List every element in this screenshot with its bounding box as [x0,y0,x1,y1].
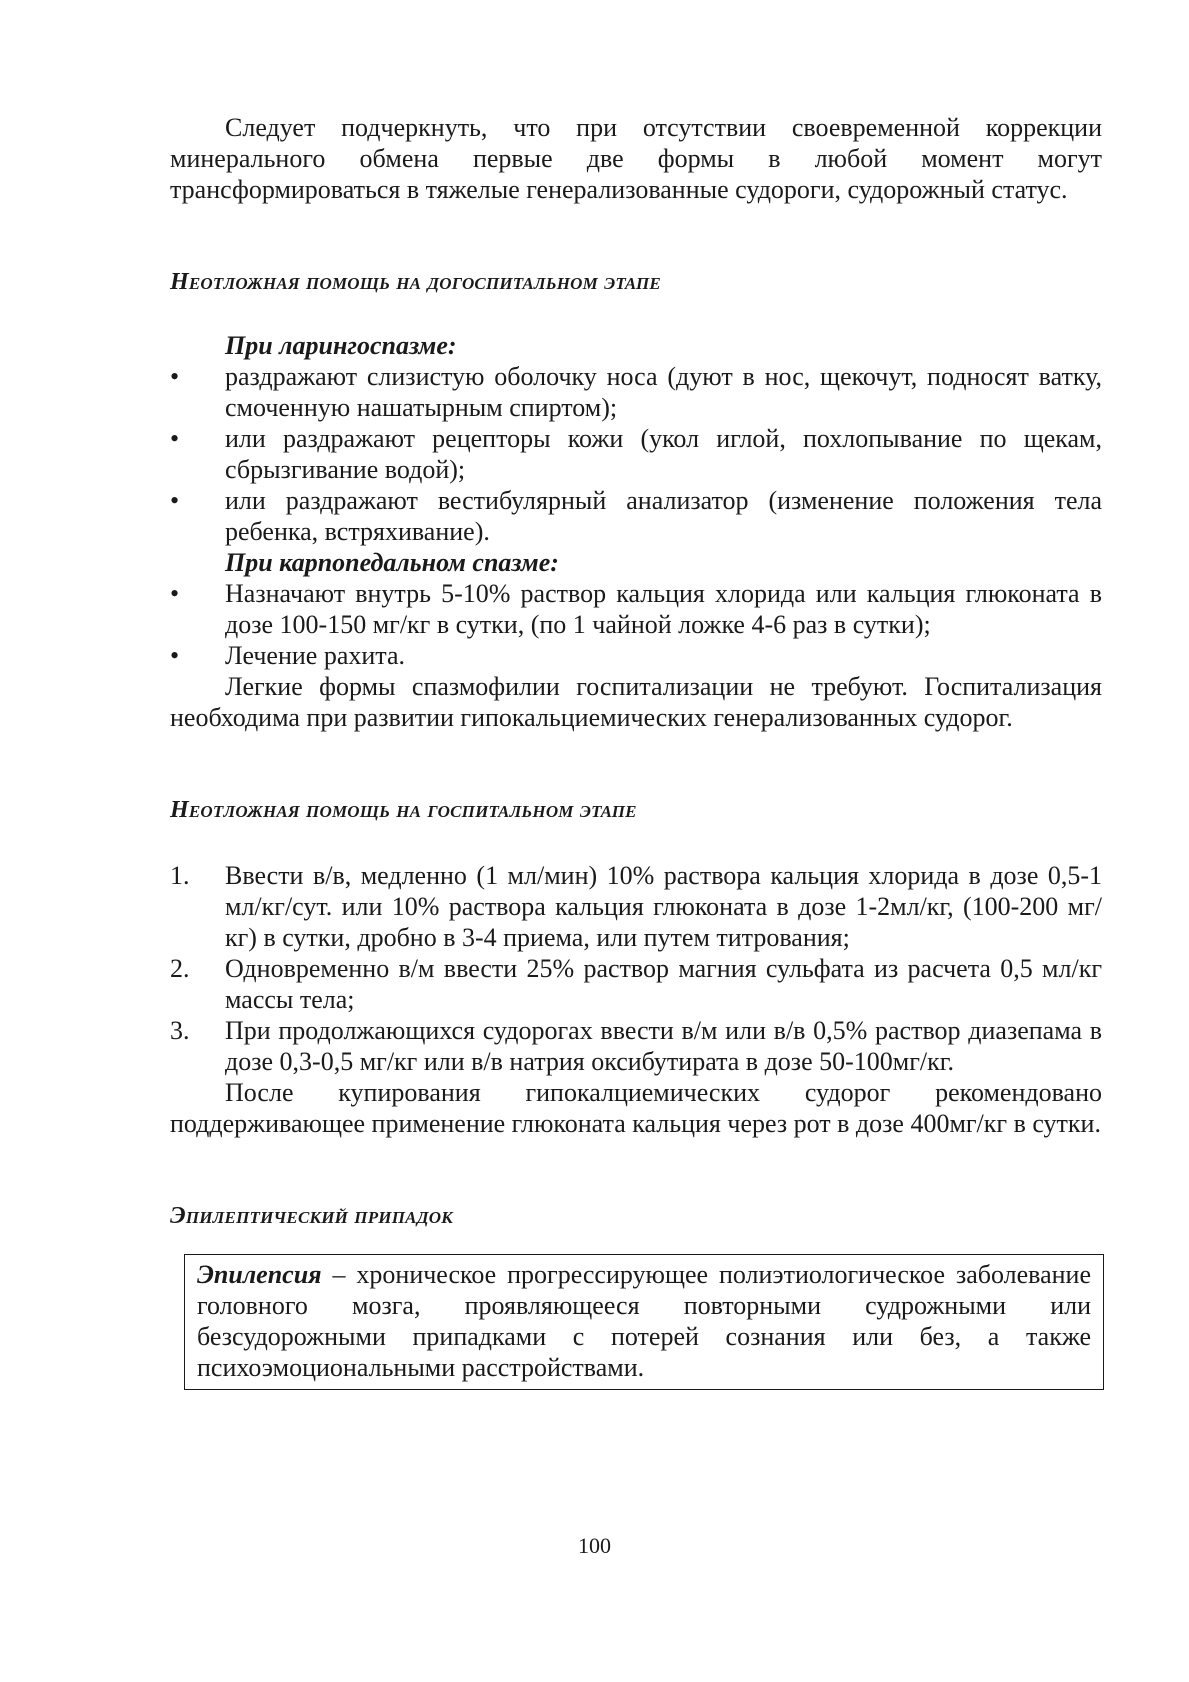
list-item [170,485,1102,547]
bullet-marker: • [170,579,180,608]
list-item-text: или раздражают вестибулярный анализатор (изменение положения тела ребенка, встряхивание). [225,486,1102,546]
bullet-marker: • [170,486,180,515]
carpopedal-list [170,578,1102,671]
subheading-laryngospasm: При ларингоспазме: [225,331,457,360]
bullet-marker: • [170,362,180,391]
list-item [170,860,1102,953]
list-number: 3. [170,1016,190,1045]
prehospital-closing-paragraph: Легкие формы спазмофилии госпитализации не требуют. Госпитализация необходима при развитии гипокальциемических генерализованных судорог. [170,672,1102,732]
heading-hospital: Неотложная помощь на госпитальном этапе [170,797,637,823]
bullet-marker: • [170,641,180,670]
list-item [170,1015,1102,1077]
heading-prehospital: Неотложная помощь на догоспитальном этапе [170,269,661,295]
list-item [170,578,1102,640]
laryngospasm-list [170,361,1102,547]
list-number: 2. [170,954,190,983]
page-content [170,112,1102,1390]
bullet-marker: • [170,424,180,453]
list-item [170,953,1102,1015]
heading-epilepsy: Эпилептический припадок [170,1203,453,1229]
list-item [170,361,1102,423]
list-number: 1. [170,861,190,890]
list-item [170,640,1102,671]
subheading-carpopedal: При карпопедальном спазме: [225,548,559,577]
definition-term: Эпилепсия [197,1260,322,1289]
hospital-closing-paragraph: После купирования гипокалциемических судорог рекомендовано поддерживающее применение глюконата кальция через рот в дозе 400мг/кг в сутки. [170,1078,1102,1138]
list-item-text: Лечение рахита. [225,641,406,670]
list-item-text: Назначают внутрь 5-10% раствор кальция хлорида или кальция глюконата в дозе 100-150 мг/кг в сутки, (по 1 чайной ложке 4-6 раз в сутки); [225,579,1102,639]
epilepsy-definition-box [184,1254,1104,1390]
list-item-text: При продолжающихся судорогах ввести в/м или в/в 0,5% раствор диазепама в дозе 0,3-0,5 мг/кг или в/в натрия оксибутирата в дозе 50-100мг/кг. [225,1016,1102,1076]
definition-text: – хроническое прогрессирующее полиэтиологическое заболевание головного мозга, проявляющееся повторными судрожными или безсудорожными припадками с потерей сознания или без, а также психоэмоциональными расстройствами. [197,1260,1091,1382]
hospital-list [170,860,1102,1077]
list-item [170,423,1102,485]
intro-paragraph: Следует подчеркнуть, что при отсутствии своевременной коррекции минерального обмена первые две формы в любой момент могут трансформироваться в тяжелые генерализованные судороги, судорожный статус. [170,113,1102,204]
list-item-text: Ввести в/в, медленно (1 мл/мин) 10% раствора кальция хлорида в дозе 0,5-1 мл/кг/сут. или 10% раствора кальция глюконата в дозе 1-2мл/кг, (100-200 мг/кг) в сутки, дробно в 3-4 приема, или путем титрования; [225,861,1102,952]
list-item-text: Одновременно в/м ввести 25% раствор магния сульфата из расчета 0,5 мл/кг массы тела; [225,954,1102,1014]
list-item-text: или раздражают рецепторы кожи (укол иглой, похлопывание по щекам, сбрызгивание водой); [225,424,1102,484]
page-number: 100 [578,1533,611,1558]
list-item-text: раздражают слизистую оболочку носа (дуют в нос, щекочут, подносят ватку, смоченную нашатырным спиртом); [225,362,1102,422]
